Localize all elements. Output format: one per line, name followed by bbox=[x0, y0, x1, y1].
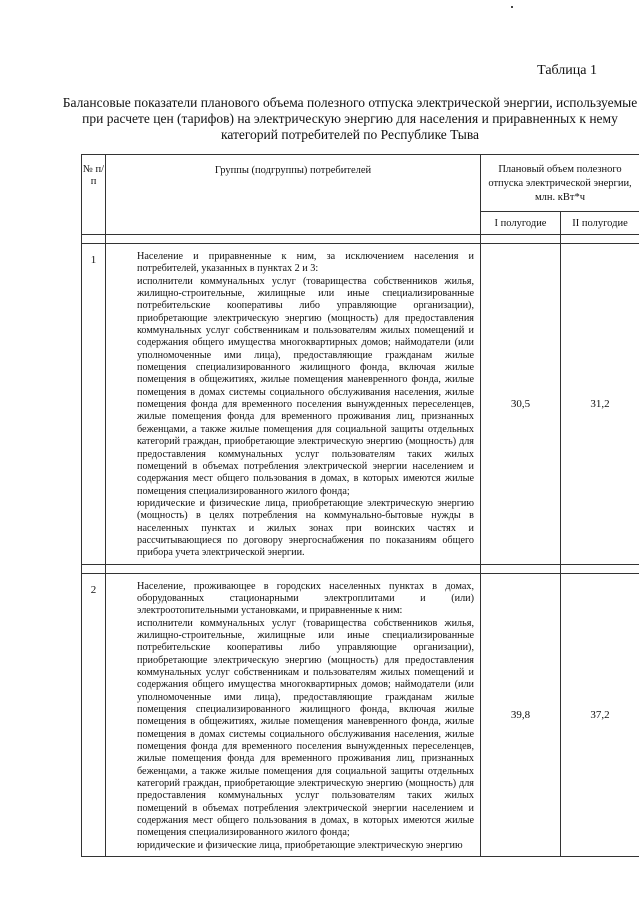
row-paragraph: юридические и физические лица, приобретающие электрическую энергию (мощность) в целях потребления на коммунально-бытовые нужды в населенных пунктах и жилых зонах при воинских частях и рассчитывающиеся по договору энергоснабжения по показаниям общего прибора учета электрической энергии. bbox=[137, 497, 474, 559]
row-num: 2 bbox=[82, 573, 106, 857]
row-paragraph: исполнители коммунальных услуг (товарищества собственников жилья, жилищно-строительные, жилищные или иные специализированные потребительские кооперативы либо управляющие организации), приобретающие электрическую энергию (мощность) для предоставления коммунальных услуг собственникам и пользователям жилых помещений и содержания общего имущества многоквартирных домов; наймодатели (или уполномоченные ими лица), предоставляющие гражданам жилые помещения специализированного жилищного фонда, включая жилые помещения в общежитиях, жилые помещения маневренного фонда, жилые помещения в домах системы социального обслуживания населения, жилые помещения фонда для временного поселения вынужденных переселенцев, жилые помещения фонда для временного проживания лиц, признанных беженцами, а также жилые помещения для социальной защиты отдельных категорий граждан, приобретающие электрическую энергию (мощность) для предоставления коммунальных услуг пользователям таких жилых помещений в объемах потребления электрической энергии населением и содержания мест общего пользования в домах, в которых имеются жилые помещения специализированного жилого фонда; bbox=[137, 617, 474, 839]
header-groups: Группы (подгруппы) потребителей bbox=[106, 155, 481, 235]
row-paragraph: юридические и физические лица, приобретающие электрическую энергию bbox=[137, 839, 463, 851]
header-half2: II полугодие bbox=[561, 212, 639, 235]
document-title: Балансовые показатели планового объема полезного отпуска электрической энергии, используемые при расчете цен (тарифов) на электрическую энергию для населения и приравненных к нему категорий потребителей по Республике Тыва bbox=[62, 95, 638, 142]
row-paragraph: Население, проживающее в городских населенных пунктах в домах, оборудованных стационарными электроплитами и (или) электроотопительными установками, и приравненные к ним: bbox=[137, 580, 474, 617]
table-label: Таблица 1 bbox=[537, 63, 597, 78]
row-paragraph: исполнители коммунальных услуг (товарищества собственников жилья, жилищно-строительные, жилищные или иные специализированные потребительские кооперативы либо управляющие организации), приобретающие электрическую энергию (мощность) для предоставления коммунальных услуг собственникам и пользователям жилых помещений и содержания общего имущества многоквартирных домов; наймодатели (или уполномоченные ими лица), предоставляющие гражданам жилые помещения специализированного жилищного фонда, включая жилые помещения в общежитиях, жилые помещения маневренного фонда, жилые помещения в домах системы социального обслуживания населения, жилые помещения фонда для временного поселения вынужденных переселенцев, жилые помещения фонда для временного проживания лиц, признанных беженцами, а также жилые помещения для социальной защиты отдельных категорий граждан, приобретающие электрическую энергию (мощность) для предоставления коммунальных услуг пользователям таких жилых помещений в объемах потребления электрической энергии населением и содержания мест общего пользования в домах, в которых имеются жилые помещения специализированного жилого фонда; bbox=[137, 275, 474, 497]
row-half1-value: 30,5 bbox=[481, 244, 561, 565]
row-description bbox=[106, 244, 481, 565]
row-description bbox=[106, 573, 481, 857]
spacer-row bbox=[82, 564, 639, 573]
table-row bbox=[82, 244, 639, 565]
header-volume: Плановый объем полезного отпуска электрической энергии, млн. кВт*ч bbox=[481, 155, 639, 212]
header-half1: I полугодие bbox=[481, 212, 561, 235]
row-half1-value: 39,8 bbox=[481, 573, 561, 857]
row-half2-value: 31,2 bbox=[561, 244, 639, 565]
header-num: № п/п bbox=[82, 155, 106, 235]
table-row bbox=[82, 573, 639, 857]
row-paragraph: Население и приравненные к ним, за исключением населения и потребителей, указанных в пунктах 2 и 3: bbox=[137, 251, 474, 275]
table-header-row bbox=[82, 155, 639, 212]
scan-speck bbox=[511, 6, 513, 8]
row-num: 1 bbox=[82, 244, 106, 565]
balance-table bbox=[81, 154, 639, 857]
row-half2-value: 37,2 bbox=[561, 573, 639, 857]
spacer-row bbox=[82, 235, 639, 244]
